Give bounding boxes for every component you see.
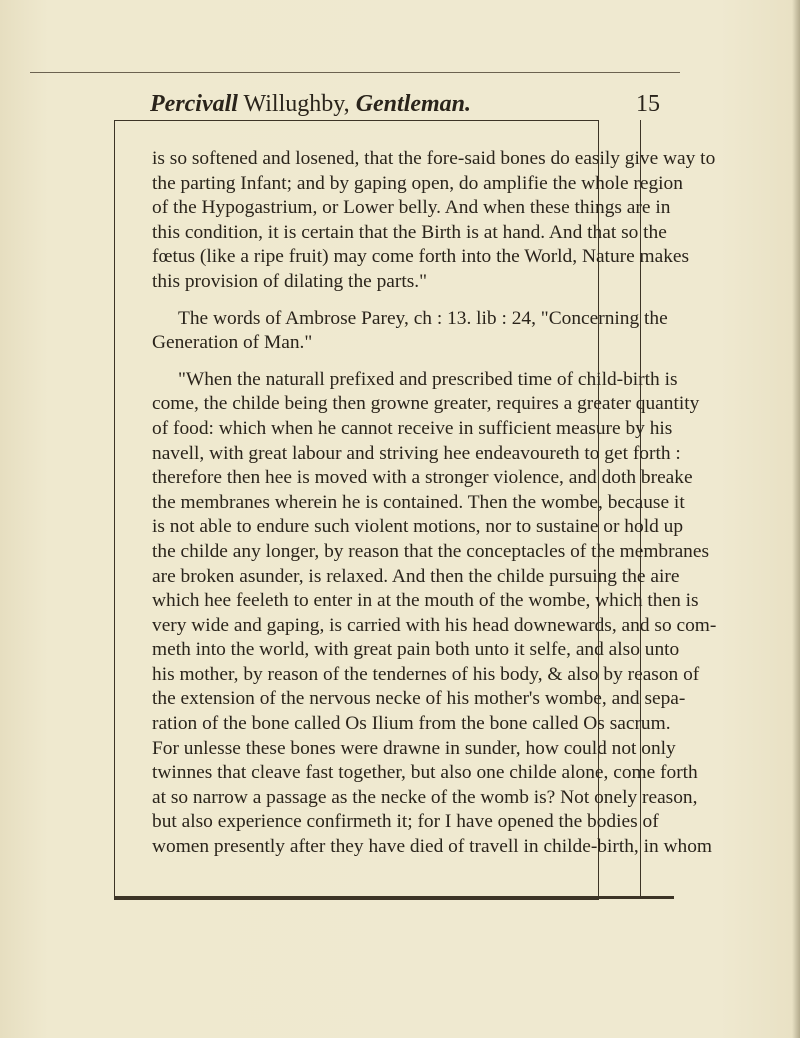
text-line: Generation of Man." [152, 332, 313, 354]
text-line: very wide and gaping, is carried with his head downewards, and so com- [152, 614, 717, 636]
text-line: this provision of dilating the parts." [152, 270, 428, 292]
page-edge-shadow [792, 0, 800, 1038]
text-line: the parting Infant; and by gaping open, do amplifie the whole region [152, 172, 683, 194]
text-line: come, the childe being then growne greater, requires a greater quantity [152, 393, 700, 415]
text-line: twinnes that cleave fast together, but also one childe alone, come forth [152, 762, 698, 784]
text-line: meth into the world, with great pain both unto it selfe, and also unto [152, 639, 680, 661]
body-text [152, 147, 717, 860]
text-line: "When the naturall prefixed and prescribed time of child-birth is [178, 368, 678, 390]
paragraph-1 [152, 147, 716, 295]
text-line: the membranes wherein he is contained. Then the wombe, because it [152, 491, 685, 513]
text-line: the childe any longer, by reason that the conceptacles of the membranes [152, 540, 710, 562]
top-rule [30, 72, 680, 73]
header-name-italic: Percivall [150, 91, 238, 117]
frame-bottom-rule [114, 896, 674, 899]
running-header [150, 84, 680, 124]
text-line: but also experience confirmeth it; for I have opened the bodies of [152, 811, 659, 833]
text-line: For unlesse these bones were drawne in sunder, how could not only [152, 737, 676, 759]
page-number: 15 [636, 91, 660, 117]
text-line: The words of Ambrose Parey, ch : 13. lib : 24, "Concerning the [178, 307, 668, 329]
paragraph-gap [152, 356, 590, 368]
header-title-italic: Gentleman. [355, 91, 472, 117]
paragraph-3 [152, 368, 717, 860]
text-line: women presently after they have died of travell in childe-birth, in whom [152, 836, 712, 858]
paragraph-2 [152, 307, 668, 356]
text-line: ration of the bone called Os Ilium from the bone called Os sacrum. [152, 713, 671, 735]
text-line: his mother, by reason of the tendernes of his body, & also by reason of [152, 663, 700, 685]
text-line: is not able to endure such violent motions, nor to sustaine or hold up [152, 516, 684, 538]
text-line: is so softened and losened, that the fore-said bones do easily give way to [152, 148, 716, 169]
text-line: this condition, it is certain that the Birth is at hand. And that so the [152, 221, 667, 243]
text-line: of food: which when he cannot receive in sufficient measure by his [152, 417, 673, 439]
text-line: which hee feeleth to enter in at the mouth of the wombe, which then is [152, 590, 699, 612]
paragraph-gap [152, 295, 590, 307]
text-line: the extension of the nervous necke of his mother's wombe, and sepa- [152, 688, 686, 710]
text-line: at so narrow a passage as the necke of the womb is? Not onely reason, [152, 786, 698, 808]
text-line: are broken asunder, is relaxed. And then the childe pursuing the aire [152, 565, 680, 587]
text-line: therefore then hee is moved with a stronger violence, and doth breake [152, 467, 693, 489]
text-line: fœtus (like a ripe fruit) may come forth into the World, Nature makes [152, 246, 690, 268]
header-name-roman: Willughby, [243, 91, 350, 117]
text-line: of the Hypogastrium, or Lower belly. And when these things are in [152, 197, 671, 219]
text-line: navell, with great labour and striving hee endeavoureth to get forth : [152, 442, 681, 464]
